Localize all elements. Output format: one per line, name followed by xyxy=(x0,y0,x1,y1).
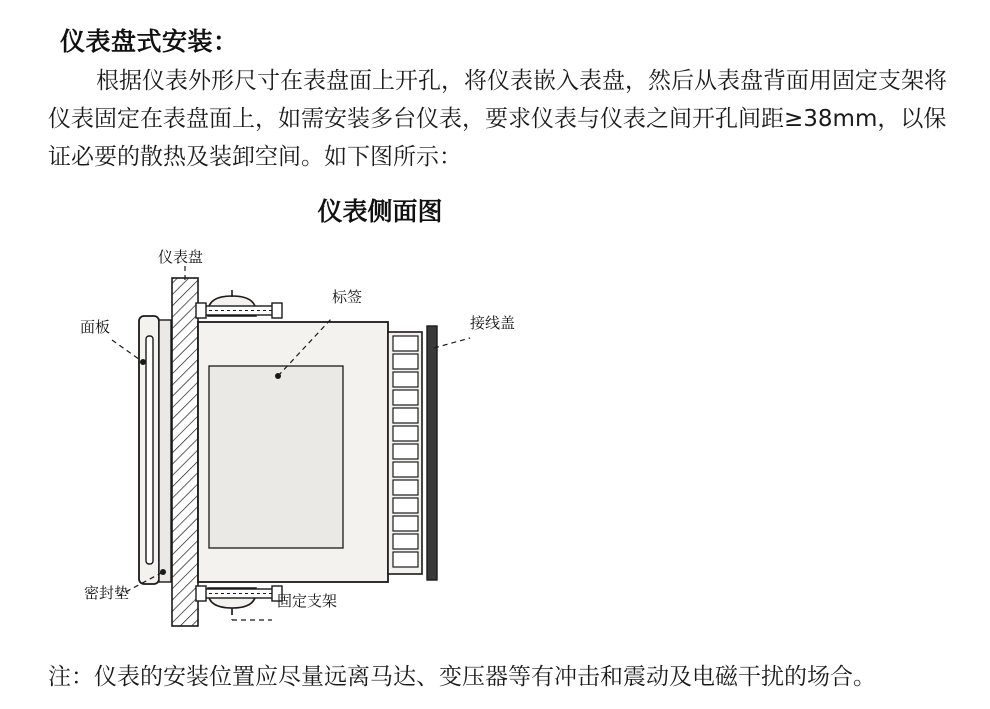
instrument-side-view-figure xyxy=(0,240,990,645)
mount-bracket-bottom-shape xyxy=(196,586,282,615)
label-wiring-cover: 接线盖 xyxy=(470,314,516,332)
wiring-cover-shape xyxy=(427,326,437,580)
body-paragraph: 根据仪表外形尺寸在表盘面上开孔，将仪表嵌入表盘，然后从表盘背面用固定支架将仪表固定在表盘面上，如需安装多台仪表，要求仪表与仪表之间开孔间距≥38mm，以保证必要的散热及装卸空间。如下图所示： xyxy=(48,68,947,170)
instrument-body-shape xyxy=(198,322,388,582)
mount-bracket-top-shape xyxy=(196,290,282,318)
front-panel-shape xyxy=(139,316,159,584)
page-title: 仪表盘式安装： xyxy=(60,27,239,56)
terminal-block-shape xyxy=(388,332,422,574)
footnote-text: 注：仪表的安装位置应尽量远离马达、变压器等有冲击和震动及电磁干扰的场合。 xyxy=(48,664,876,690)
figure-title: 仪表侧面图 xyxy=(317,197,443,226)
gasket-shape xyxy=(159,320,171,582)
panel-board-shape xyxy=(172,278,198,626)
label-panel-board: 仪表盘 xyxy=(158,248,204,266)
label-tag: 标签 xyxy=(332,288,363,306)
side-view-drawing xyxy=(0,240,990,645)
label-front-panel: 面板 xyxy=(80,318,111,336)
label-mount-bracket: 固定支架 xyxy=(277,592,338,610)
label-gasket: 密封垫 xyxy=(84,584,130,602)
